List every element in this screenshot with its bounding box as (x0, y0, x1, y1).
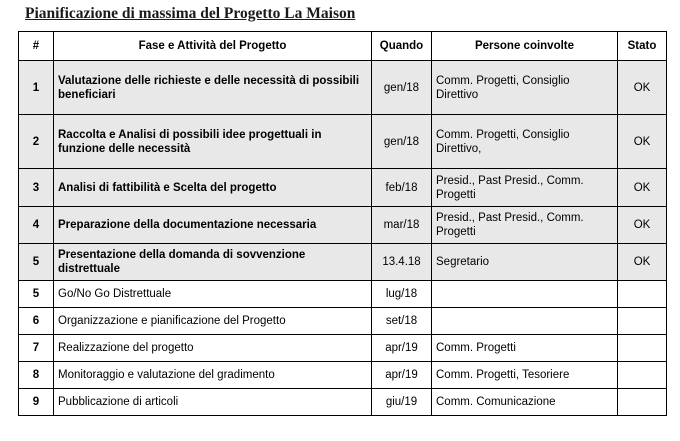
row-when: set/18 (372, 308, 432, 335)
row-people: Comm. Progetti, Tesoriere (432, 362, 618, 389)
table-row (19, 61, 667, 115)
header-when: Quando (372, 32, 432, 61)
row-num: 1 (19, 61, 54, 115)
row-num: 2 (19, 115, 54, 169)
header-row (19, 32, 667, 61)
row-people: Presid., Past Presid., Comm. Progetti (432, 207, 618, 244)
row-state: OK (618, 169, 667, 207)
header-num: # (19, 32, 54, 61)
row-state: OK (618, 244, 667, 281)
row-num: 4 (19, 207, 54, 244)
row-num: 9 (19, 389, 54, 416)
header-state: Stato (618, 32, 667, 61)
table-row (19, 169, 667, 207)
row-state: OK (618, 61, 667, 115)
row-num: 7 (19, 335, 54, 362)
table-row (19, 244, 667, 281)
row-state: OK (618, 115, 667, 169)
header-phase: Fase e Attività del Progetto (54, 32, 372, 61)
table-row (19, 362, 667, 389)
row-phase: Valutazione delle richieste e delle necessità di possibili beneficiari (54, 61, 372, 115)
row-num: 5 (19, 281, 54, 308)
table-row (19, 389, 667, 416)
row-when: giu/19 (372, 389, 432, 416)
row-when: apr/19 (372, 362, 432, 389)
row-when: gen/18 (372, 115, 432, 169)
table-row (19, 308, 667, 335)
row-phase: Monitoraggio e valutazione del gradimento (54, 362, 372, 389)
row-people: Presid., Past Presid., Comm. Progetti (432, 169, 618, 207)
row-when: apr/19 (372, 335, 432, 362)
row-people: Comm. Progetti (432, 335, 618, 362)
row-people: Comm. Progetti, Consiglio Direttivo (432, 61, 618, 115)
row-phase: Preparazione della documentazione necessaria (54, 207, 372, 244)
row-people: Comm. Comunicazione (432, 389, 618, 416)
row-num: 5 (19, 244, 54, 281)
row-people: Segretario (432, 244, 618, 281)
row-state (618, 335, 667, 362)
row-state (618, 389, 667, 416)
row-when: lug/18 (372, 281, 432, 308)
row-state: OK (618, 207, 667, 244)
document-title: Pianificazione di massima del Progetto La Maison (25, 5, 356, 22)
row-phase: Organizzazione e pianificazione del Progetto (54, 308, 372, 335)
table-row (19, 335, 667, 362)
row-phase: Analisi di fattibilità e Scelta del progetto (54, 169, 372, 207)
row-num: 8 (19, 362, 54, 389)
project-plan-table (18, 31, 667, 416)
row-people (432, 281, 618, 308)
row-people (432, 308, 618, 335)
row-phase: Raccolta e Analisi di possibili idee progettuali in funzione delle necessità (54, 115, 372, 169)
header-people: Persone coinvolte (432, 32, 618, 61)
row-phase: Presentazione della domanda di sovvenzione distrettuale (54, 244, 372, 281)
row-phase: Pubblicazione di articoli (54, 389, 372, 416)
table-row (19, 115, 667, 169)
row-state (618, 281, 667, 308)
table-row (19, 281, 667, 308)
row-when: feb/18 (372, 169, 432, 207)
row-phase: Go/No Go Distrettuale (54, 281, 372, 308)
row-state (618, 362, 667, 389)
row-num: 6 (19, 308, 54, 335)
row-when: mar/18 (372, 207, 432, 244)
table-row (19, 207, 667, 244)
row-when: gen/18 (372, 61, 432, 115)
row-phase: Realizzazione del progetto (54, 335, 372, 362)
row-when: 13.4.18 (372, 244, 432, 281)
row-num: 3 (19, 169, 54, 207)
row-state (618, 308, 667, 335)
row-people: Comm. Progetti, Consiglio Direttivo, (432, 115, 618, 169)
